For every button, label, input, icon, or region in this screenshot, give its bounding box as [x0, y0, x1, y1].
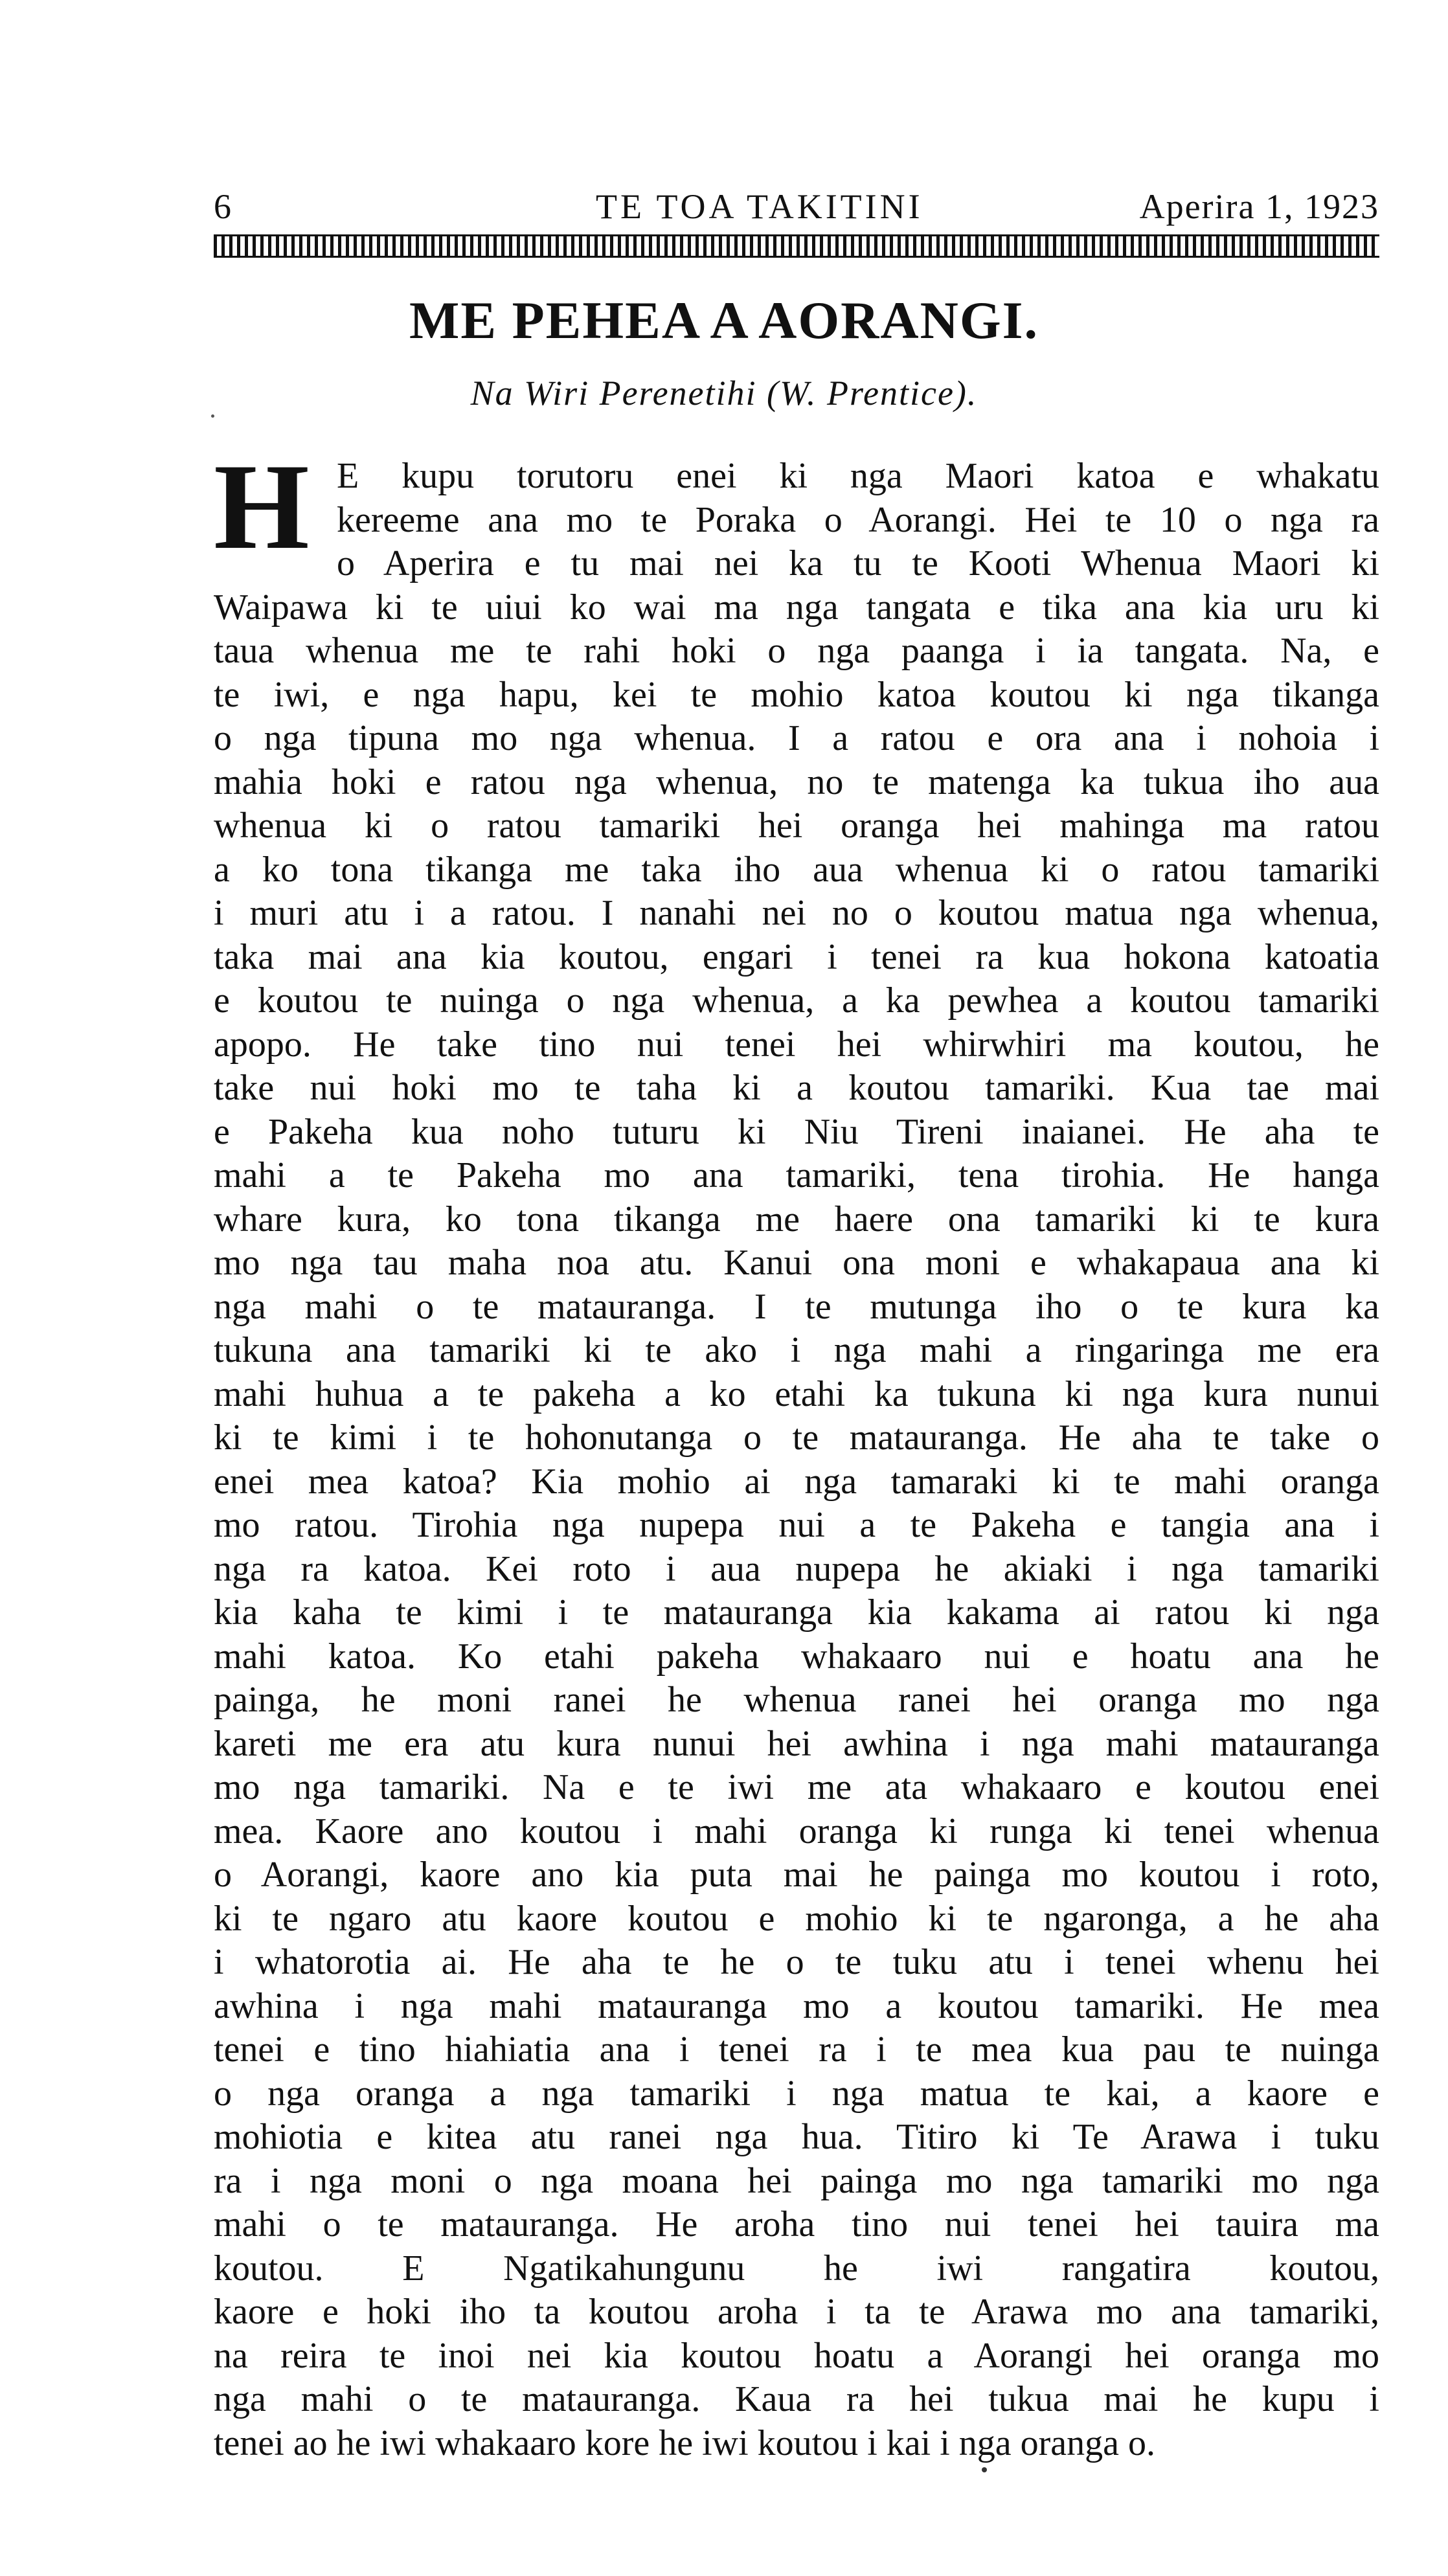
article-line: awhina i nga mahi matauranga mo a koutou tamariki. He mea [214, 1985, 1379, 2026]
article-line: taua whenua me te rahi hoki o nga paanga i ia tangata. Na, e [214, 631, 1379, 671]
article-line: e Pakeha kua noho tuturu ki Niu Tireni inaianei. He aha te [214, 1111, 1379, 1152]
journal-title: TE TOA TAKITINI [596, 187, 923, 226]
article-line: tenei e tino hiahiatia ana i tenei ra i te mea kua pau te nuinga [214, 2029, 1379, 2070]
article-line: nga mahi o te matauranga. Kaua ra hei tukua mai he kupu i [214, 2379, 1379, 2419]
article-line: whare kura, ko tona tikanga me haere ona tamariki ki te kura [214, 1199, 1379, 1239]
print-speck [982, 2467, 987, 2472]
article-line: kareti me era atu kura nunui hei awhina i nga mahi matauranga [214, 1723, 1379, 1764]
article-line: mahi o te matauranga. He aroha tino nui tenei hei tauira ma [214, 2204, 1379, 2244]
article-byline: Na Wiri Perenetihi (W. Prentice). [470, 374, 978, 412]
article-line: mahi a te Pakeha mo ana tamariki, tena tirohia. He hanga [214, 1155, 1379, 1195]
article-line: o Aperira e tu mai nei ka tu te Kooti Whenua Maori ki [337, 543, 1379, 583]
article-line: kaore e hoki iho ta koutou aroha i ta te Arawa mo ana tamariki, [214, 2292, 1379, 2332]
article-line: mo ratou. Tirohia nga nupepa nui a te Pakeha e tangia ana i [214, 1505, 1379, 1545]
article-line: painga, he moni ranei he whenua ranei hei oranga mo nga [214, 1680, 1379, 1720]
article-line: take nui hoki mo te taha ki a koutou tamariki. Kua tae mai [214, 1068, 1379, 1108]
article-line: enei mea katoa? Kia mohio ai nga tamaraki ki te mahi oranga [214, 1461, 1379, 1502]
print-speck [211, 414, 214, 418]
article-line: mahi huhua a te pakeha a ko etahi ka tukuna ki nga kura nunui [214, 1373, 1379, 1414]
running-head [214, 186, 1379, 232]
article-line: te iwi, e nga hapu, kei te mohio katoa koutou ki nga tikanga [214, 674, 1379, 715]
article-line: nga mahi o te matauranga. I te mutunga iho o te kura ka [214, 1286, 1379, 1327]
article-line: nga ra katoa. Kei roto i aua nupepa he akiaki i nga tamariki [214, 1548, 1379, 1589]
article-line: ra i nga moni o nga moana hei painga mo nga tamariki mo nga [214, 2160, 1379, 2201]
article-line: o nga tipuna mo nga whenua. I a ratou e ora ana i nohoia i [214, 718, 1379, 758]
article-line: o Aorangi, kaore ano kia puta mai he painga mo koutou i roto, [214, 1855, 1379, 1895]
article-line: kereeme ana mo te Poraka o Aorangi. Hei te 10 o nga ra [337, 499, 1379, 540]
article-line: tenei ao he iwi whakaaro kore he iwi koutou i kai i nga oranga o. [214, 2423, 1155, 2463]
article-line: a ko tona tikanga me taka iho aua whenua ki o ratou tamariki [214, 849, 1379, 890]
issue-date: Aperira 1, 1923 [1139, 187, 1379, 226]
article-line: kia kaha te kimi i te matauranga kia kakama ai ratou ki nga [214, 1592, 1379, 1633]
article-line: mahia hoki e ratou nga whenua, no te matenga ka tukua iho aua [214, 762, 1379, 802]
article-line: mohiotia e kitea atu ranei nga hua. Titiro ki Te Arawa i tuku [214, 2117, 1379, 2157]
decorative-rule [214, 234, 1379, 258]
article-line: mo nga tau maha noa atu. Kanui ona moni e whakapaua ana ki [214, 1243, 1379, 1283]
article-title: ME PEHEA A AORANGI. [409, 291, 1039, 350]
article-line: whenua ki o ratou tamariki hei oranga hei mahinga ma ratou [214, 806, 1379, 846]
article-line: mahi katoa. Ko etahi pakeha whakaaro nui e hoatu ana he [214, 1636, 1379, 1677]
article-line: na reira te inoi nei kia koutou hoatu a Aorangi hei oranga mo [214, 2335, 1379, 2376]
article-line: E kupu torutoru enei ki nga Maori katoa e whakatu [337, 456, 1379, 496]
article-line: ki te kimi i te hohonutanga o te matauranga. He aha te take o [214, 1418, 1379, 1458]
article-line: e koutou te nuinga o nga whenua, a ka pewhea a koutou tamariki [214, 980, 1379, 1021]
article-line: o nga oranga a nga tamariki i nga matua te kai, a kaore e [214, 2073, 1379, 2114]
article-line: ki te ngaro atu kaore koutou e mohio ki te ngaronga, a he aha [214, 1898, 1379, 1939]
article-line: taka mai ana kia koutou, engari i tenei ra kua hokona katoatia [214, 936, 1379, 977]
article-line: i muri atu i a ratou. I nanahi nei no o koutou matua nga whenua, [214, 893, 1379, 933]
article-line: Waipawa ki te uiui ko wai ma nga tangata e tika ana kia uru ki [214, 587, 1379, 627]
article-line: i whatorotia ai. He aha te he o te tuku atu i tenei whenu hei [214, 1942, 1379, 1982]
article-body [214, 439, 1379, 2465]
article-line: apopo. He take tino nui tenei hei whirwhiri ma koutou, he [214, 1024, 1379, 1065]
article-line: koutou. E Ngatikahungunu he iwi rangatira koutou, [214, 2248, 1379, 2288]
article-line: mo nga tamariki. Na e te iwi me ata whakaaro e koutou enei [214, 1767, 1379, 1807]
drop-cap: H [214, 439, 310, 575]
page-number: 6 [214, 187, 232, 226]
article-line: mea. Kaore ano koutou i mahi oranga ki runga ki tenei whenua [214, 1811, 1379, 1851]
article-line: tukuna ana tamariki ki te ako i nga mahi a ringaringa me era [214, 1330, 1379, 1370]
